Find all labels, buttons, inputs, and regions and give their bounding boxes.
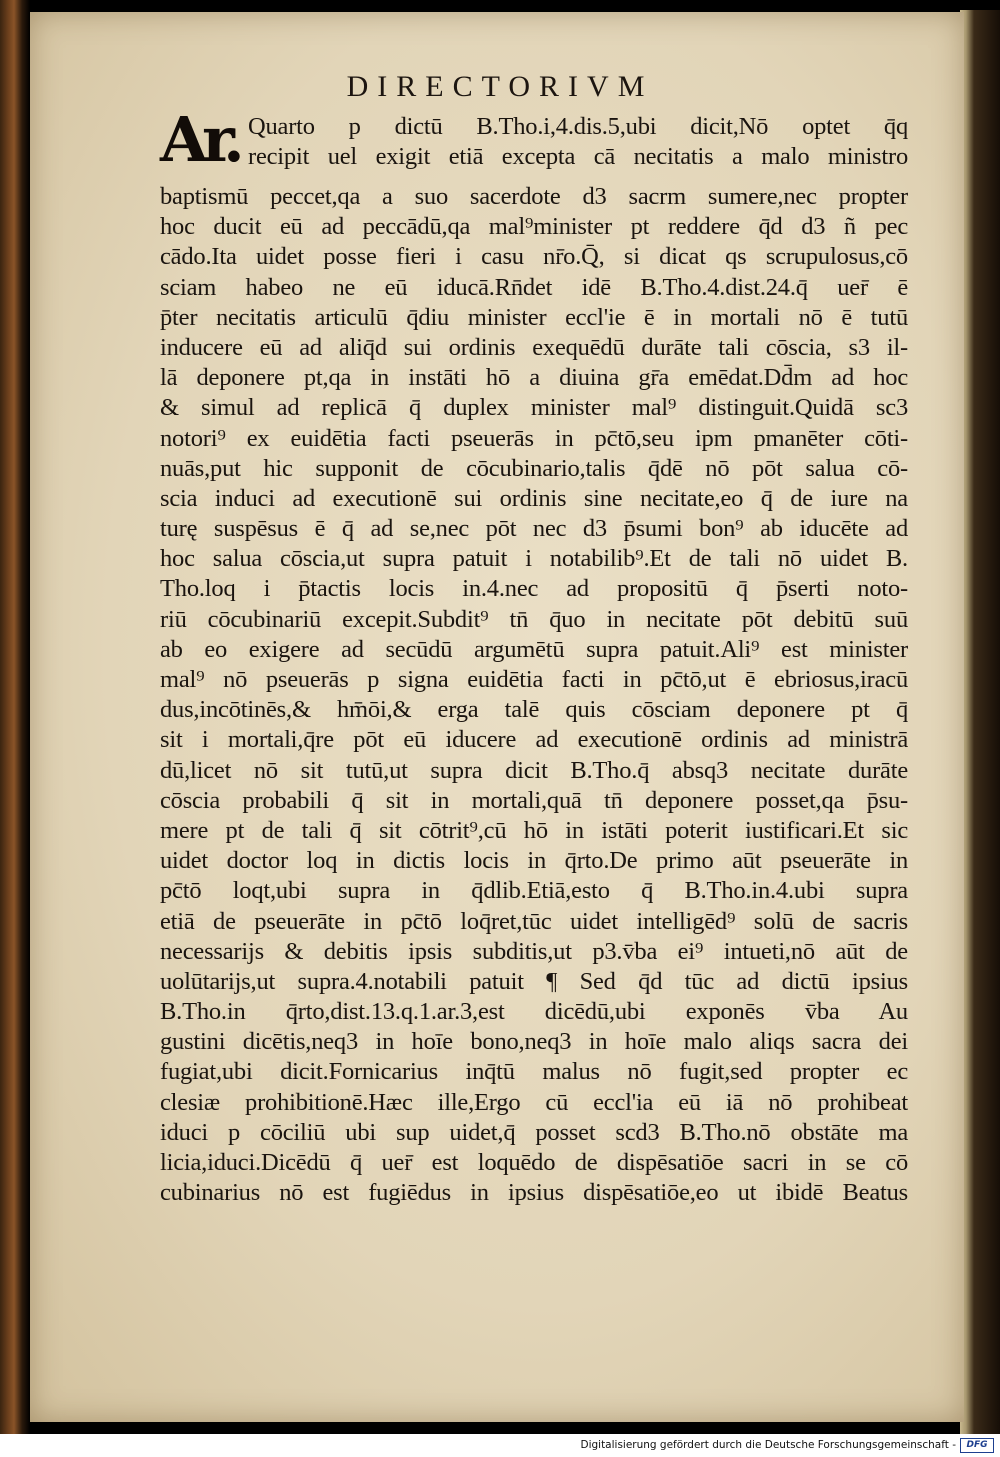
text-line: recipit uel exigit etiā excepta cā necitatis a malo ministro xyxy=(248,143,908,171)
text-line: & simul ad replicā q̄ duplex minister mal⁹ distinguit.Quidā sc3 xyxy=(160,394,908,422)
text-line: Quarto p dictū B.Tho.i,4.dis.5,ubi dicit,Nō optet q̄q xyxy=(248,113,908,140)
text-line: iduci p cōciliū ubi sup uidet,q̄ posset scd3 B.Tho.nō obstāte ma xyxy=(160,1118,908,1146)
dfg-logo-icon: DFG xyxy=(960,1438,994,1453)
text-line: Tho.loq i p̄tactis locis in.4.nec ad propositū q̄ p̄serti noto- xyxy=(160,575,908,603)
text-line: cubinarius nō est fugiēdus in ipsius dispēsatiōe,eo ut ibidē Beatus xyxy=(160,1179,908,1207)
body-text-block xyxy=(160,182,908,1208)
text-line: ab eo exigere ad secūdū argumētū supra patuit.Ali⁹ est minister xyxy=(160,635,908,663)
text-line: lā deponere pt,qa in instāti hō a diuina gr̄a emēdat.Dd̄m ad hoc xyxy=(160,364,908,392)
text-line: clesiæ prohibitionē.Hæc ille,Ergo cū eccl'ia eū iā nō prohibeat xyxy=(160,1088,908,1116)
text-line: mere pt de tali q̄ sit cōtrit⁹,cū hō in istāti poterit iustificari.Et sic xyxy=(160,816,908,844)
text-line: dū,licet nō sit tutū,ut supra dicit B.Tho.q̄ absq3 necitate durāte xyxy=(160,756,908,784)
text-line: etiā de pseuerāte in pc̄tō loq̄ret,tūc uidet intelligēd⁹ solū de sacris xyxy=(160,907,908,935)
text-line: cōscia probabili q̄ sit in mortali,quā tn̄ deponere posset,qa p̄su- xyxy=(160,786,908,814)
text-line: fugiat,ubi dicit.Fornicarius inq̄tū malus nō fugit,sed propter ec xyxy=(160,1058,908,1086)
text-line: pc̄tō loqt,ubi supra in q̄dlib.Etiā,esto q̄ B.Tho.in.4.ubi supra xyxy=(160,877,908,905)
text-line: p̄ter necitatis articulū q̄diu minister eccl'ie ē in mortali nō ē tutū xyxy=(160,303,908,331)
text-line: nuās,put hic supponit de cōcubinario,talis q̄dē nō pōt salua cō- xyxy=(160,454,908,482)
text-line: mal⁹ nō pseuerās p signa euidētia facti in pc̄tō,ut ē ebriosus,iracū xyxy=(160,666,908,693)
text-line: hoc ducit eū ad peccādū,qa mal⁹minister pt reddere q̄d d3 ñ pec xyxy=(160,213,908,241)
text-line: licia,iduci.Dicēdū q̄ uer̄ est loquēdo de dispēsatiōe sacri in se cō xyxy=(160,1149,908,1176)
text-line: necessarijs & debitis ipsis subditis,ut p3.v̄ba ei⁹ intueti,nō aūt de xyxy=(160,937,908,965)
text-line: hoc salua cōscia,ut supra patuit i notabilib⁹.Et de tali nō uidet B. xyxy=(160,545,908,573)
text-line: gustini dicētis,neq3 in hoīe bono,neq3 in hoīe malo aliqs sacra dei xyxy=(160,1028,908,1056)
first-lines-block xyxy=(248,112,908,172)
text-line: inducere eū ad aliq̄d sui ordinis exequēdū durāte tali cōscia, s3 il- xyxy=(160,333,908,361)
text-line: notori⁹ ex euidētia facti pseuerās in pc̄tō,seu ipm pmanēter cōti- xyxy=(160,424,908,452)
text-line: turę suspēsus ē q̄ ad se,nec pōt nec d3 p̄sumi bon⁹ ab iducēte ad xyxy=(160,515,908,543)
text-line: dus,incōtinēs,& hm̄ōi,& erga talē quis cōsciam deponere pt q̄ xyxy=(160,696,908,724)
running-head: DIRECTORIVM xyxy=(346,70,654,103)
text-line: cādo.Ita uidet posse fieri i casu nr̄o.Q̄, si dicat qs scrupulosus,cō xyxy=(160,243,908,271)
text-line: B.Tho.in q̄rto,dist.13.q.1.ar.3,est dicēdū,ubi exponēs v̄ba Au xyxy=(160,998,908,1026)
text-line: sciam habeo ne eū iducā.Rn̄det idē B.Tho.4.dist.24.q̄ uer̄ ē xyxy=(160,273,908,301)
text-line: riū cōcubinariū excepit.Subdit⁹ tn̄ q̄uo in necitate pōt debitū suū xyxy=(160,605,908,633)
text-line: uolūtarijs,ut supra.4.notabili patuit ¶ Sed q̄d tūc ad dictū ipsius xyxy=(160,967,908,995)
text-line: sit i mortali,q̄re pōt eū iducere ad executionē ordinis ad ministrā xyxy=(160,726,908,754)
text-line: scia induci ad executionē sui ordinis sine necitate,eo q̄ de iure na xyxy=(160,484,908,512)
book-edge xyxy=(960,10,1000,1434)
text-line: uidet doctor loq in dictis locis in q̄rto.De primo aūt pseuerāte in xyxy=(160,847,908,875)
text-line: baptismū peccet,qa a suo sacerdote d3 sacrm sumere,nec propter xyxy=(160,183,908,210)
footer-credit: Digitalisierung gefördert durch die Deutsche Forschungsgemeinschaft - xyxy=(580,1439,956,1451)
drop-cap: Ar. xyxy=(160,103,239,176)
